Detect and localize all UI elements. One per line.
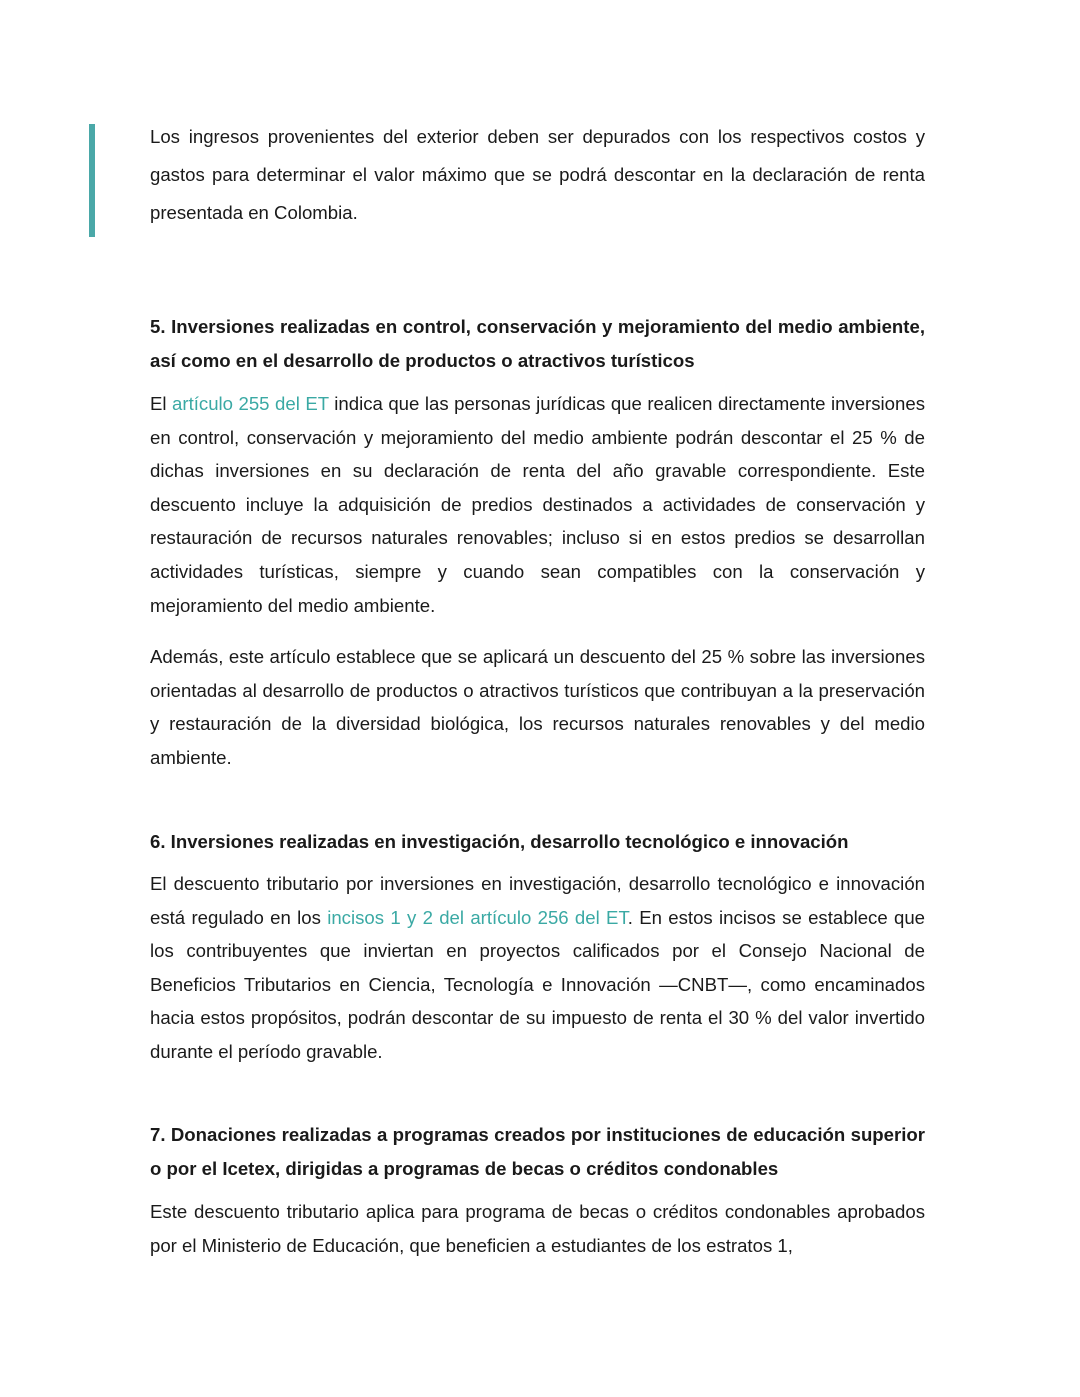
text-run: El xyxy=(150,393,173,414)
section-6-heading: 6. Inversiones realizadas en investigación, desarrollo tecnológico e innovación xyxy=(150,831,849,852)
text-run: indica que las personas jurídicas que realicen directamente inversiones en control, conservación y mejoramiento del medio ambiente podrán descontar el 25 % de dichas inversiones en su declaración de renta del año gravable correspondiente. Este descuento incluye la adquisición de predios destinados a actividades de conservación y restauración de recursos naturales renovables; incluso si en estos predios se desarrollan actividades turísticas, siempre y cuando sean compatibles con la conservación y mejoramiento del medio ambiente. xyxy=(150,393,925,616)
article-255-link[interactable]: artículo 255 del ET xyxy=(172,393,329,414)
article-256-link[interactable]: incisos 1 y 2 del artículo 256 del ET xyxy=(327,906,628,928)
section-6-paragraph-1 xyxy=(150,867,925,1069)
blockquote-accent-bar xyxy=(89,124,95,237)
section-7-paragraph-1: Este descuento tributario aplica para programa de becas o créditos condonables aprobados por el Ministerio de Educación, que beneficien a estudiantes de los estratos 1, xyxy=(150,1201,925,1256)
text-run: El descuento tributario por inversiones en investigación, desarrollo tecnológico e innovación está regulado en los xyxy=(150,873,925,928)
section-5-paragraph-2: Además, este artículo establece que se aplicará un descuento del 25 % sobre las inversiones orientadas al desarrollo de productos o atractivos turísticos que contribuyan a la preservación y restauración de la diversidad biológica, los recursos naturales renovables y del medio ambiente. xyxy=(150,646,925,768)
section-7-heading: 7. Donaciones realizadas a programas creados por instituciones de educación superior o por el Icetex, dirigidas a programas de becas o créditos condonables xyxy=(150,1124,925,1179)
section-5-heading: 5. Inversiones realizadas en control, conservación y mejoramiento del medio ambiente, así como en el desarrollo de productos o atractivos turísticos xyxy=(150,316,925,371)
text-run: . En estos incisos se establece que los contribuyentes que inviertan en proyectos calificados por el Consejo Nacional de Beneficios Tributarios en Ciencia, Tecnología e Innovación —CNBT—, como encaminados hacia estos propósitos, podrán descontar de su impuesto de renta el 30 % del valor invertido durante el período gravable. xyxy=(150,906,926,1062)
blockquote-text: Los ingresos provenientes del exterior deben ser depurados con los respectivos costos y gastos para determinar el valor máximo que se podrá descontar en la declaración de renta presentada en Colombia. xyxy=(150,126,925,223)
section-5-paragraph-1 xyxy=(150,387,925,622)
